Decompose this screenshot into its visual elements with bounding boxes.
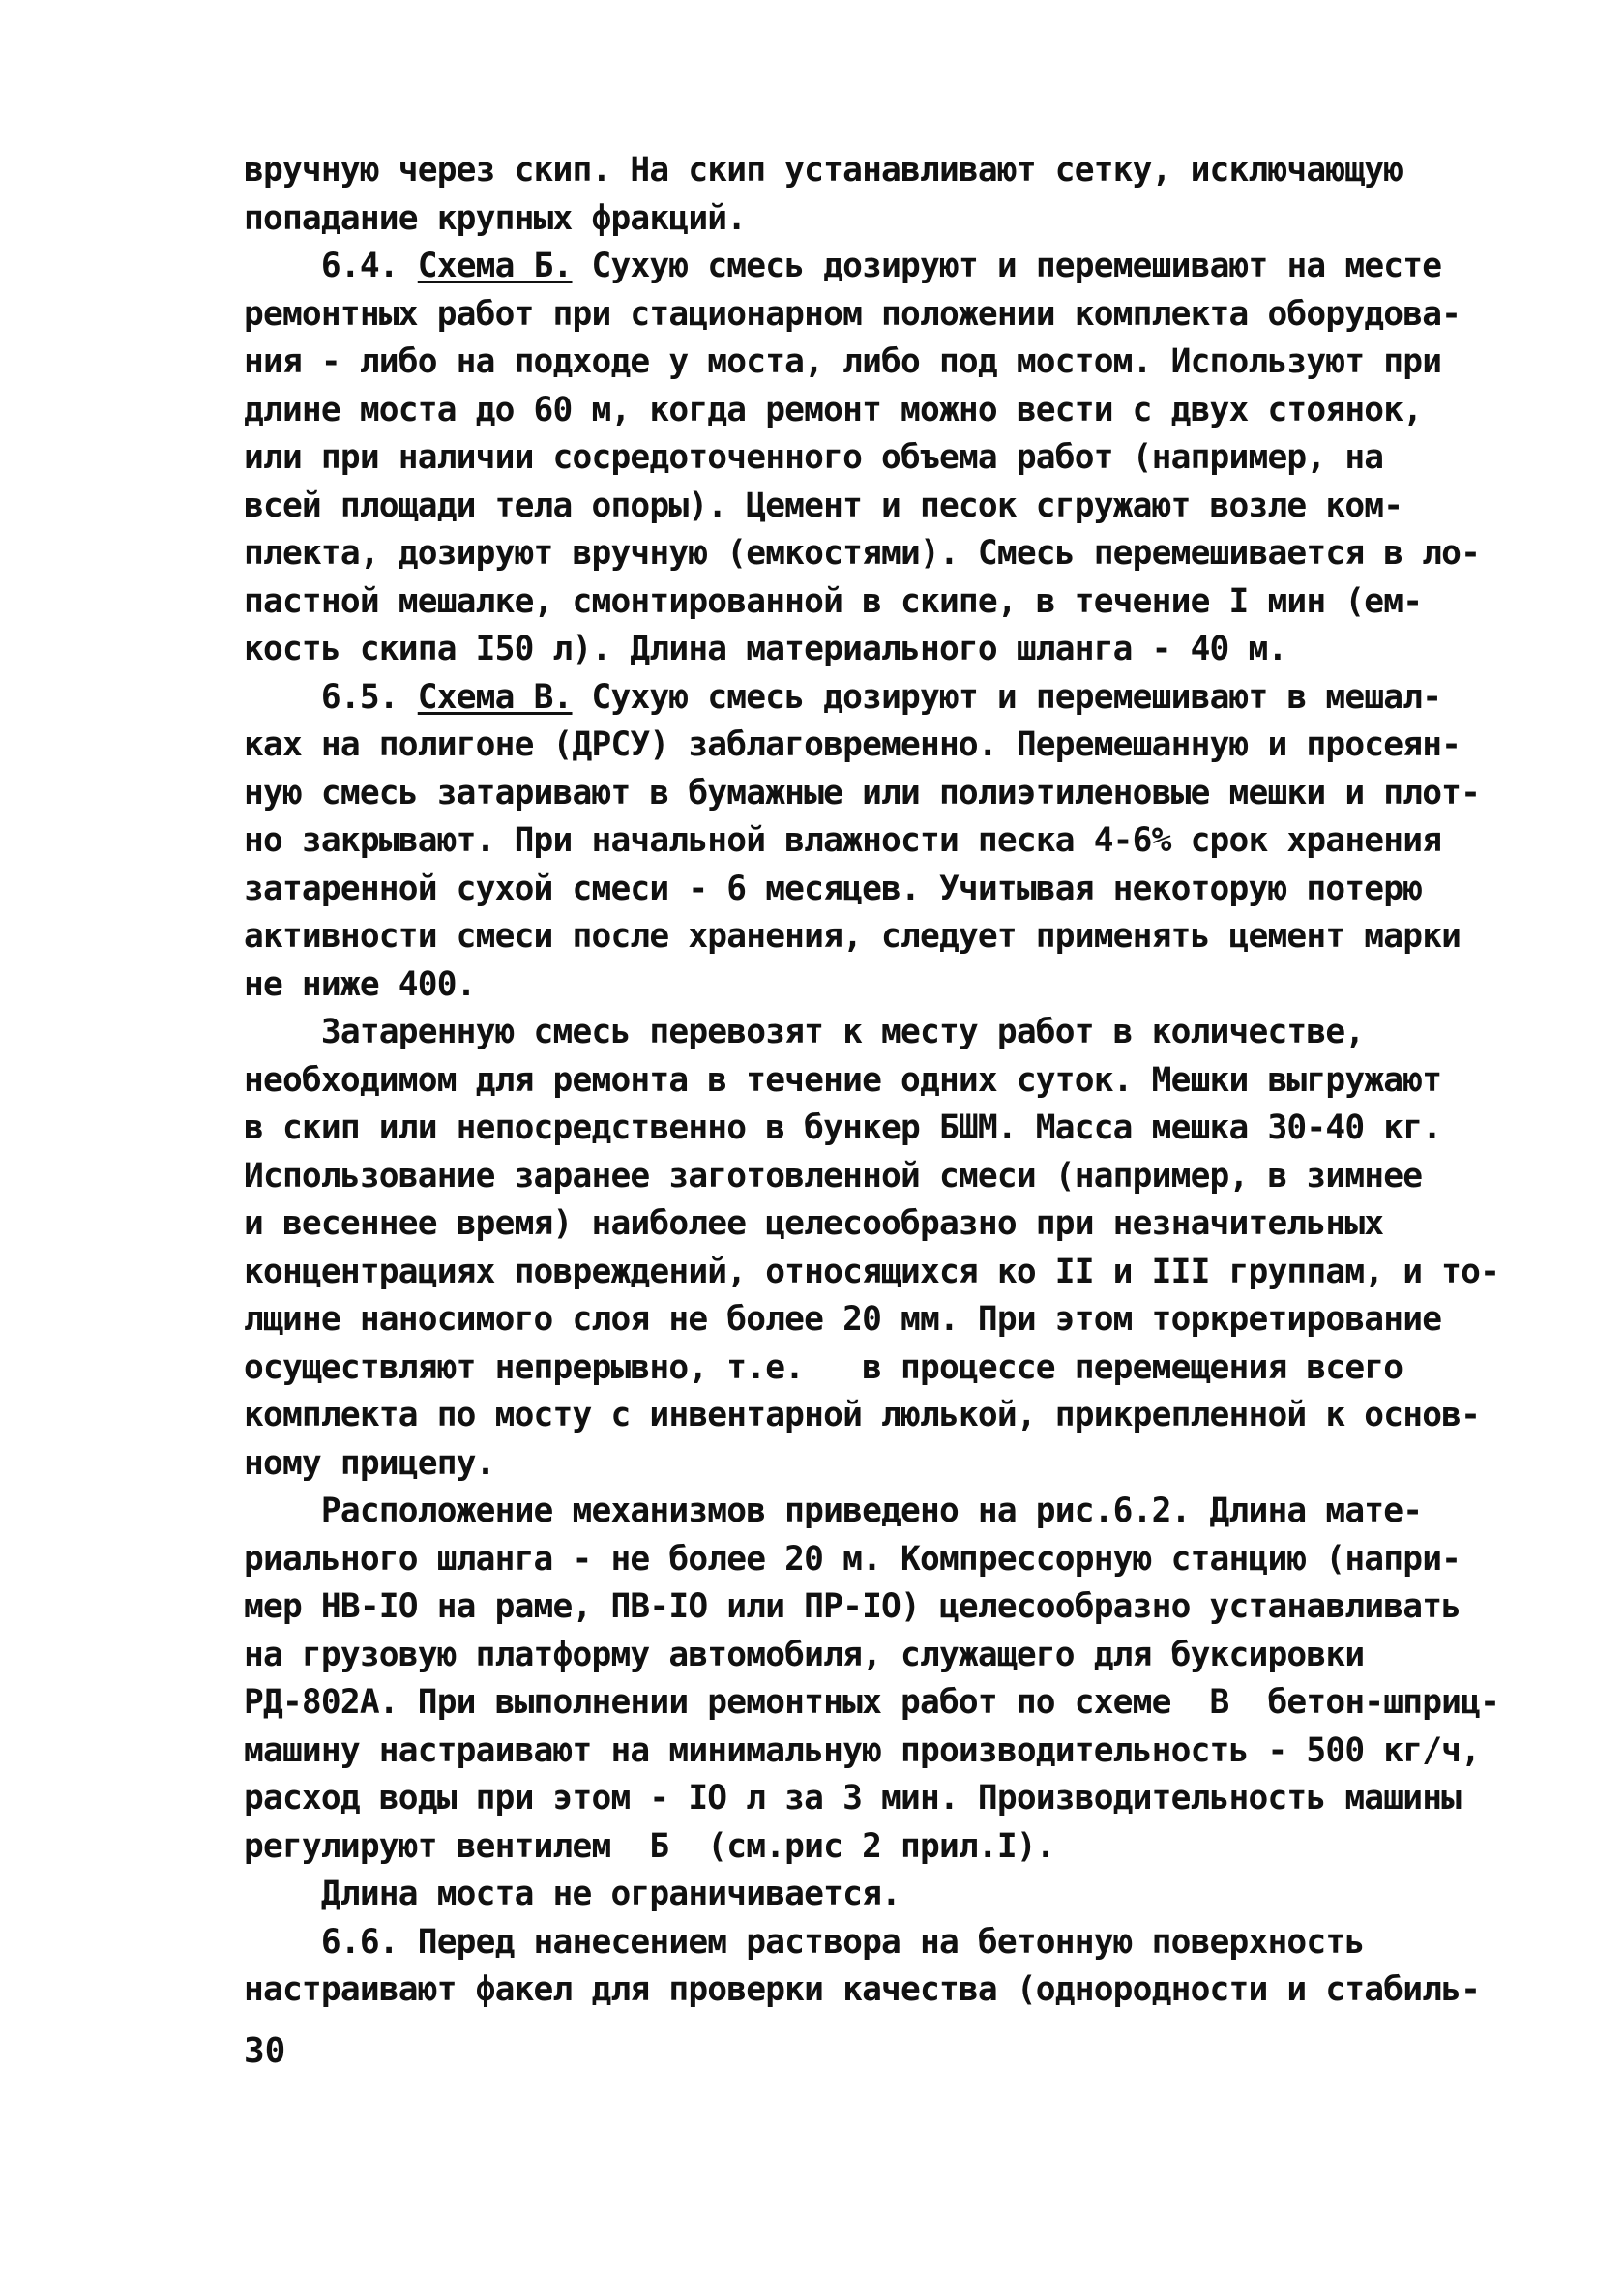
text-line: попадание крупных фракций. xyxy=(244,198,747,238)
text-line: лщине наносимого слоя не более 20 мм. При этом торкретирование xyxy=(244,1300,1442,1339)
text-line: настраивают факел для проверки качества (однородности и стабиль- xyxy=(244,1970,1481,2009)
text-line: плекта, дозируют вручную (емкостями). Смесь перемешивается в ло- xyxy=(244,534,1481,573)
text-line: необходимом для ремонта в течение одних суток. Мешки выгружают xyxy=(244,1060,1442,1100)
page-number: 30 xyxy=(244,2031,286,2071)
text-line: на грузовую платформу автомобиля, служащего для буксировки xyxy=(244,1635,1365,1674)
text-line: машину настраивают на минимальную производительность - 500 кг/ч, xyxy=(244,1730,1481,1770)
text-line: ках на полигоне (ДРСУ) заблаговременно. Перемешанную и просеян- xyxy=(244,725,1462,764)
text-line: вручную через скип. На скип устанавливают сетку, исключающую xyxy=(244,151,1403,190)
text-line: 6.5. Схема В. Сухую смесь дозируют и перемешивают в мешал- xyxy=(244,677,1442,717)
text-line: или при наличии сосредоточенного объема работ (например, на xyxy=(244,438,1384,477)
text-line: комплекта по мосту с инвентарной люлькой, прикрепленной к основ- xyxy=(244,1396,1481,1434)
text-line: ремонтных работ при стационарном положении комплекта оборудова- xyxy=(244,294,1462,334)
text-line: регулируют вентилем Б (см.рис 2 прил.I). xyxy=(244,1826,1055,1866)
text-line: 6.6. Перед нанесением раствора на бетонную поверхность xyxy=(244,1922,1365,1962)
text-line: Длина моста не ограничивается. xyxy=(244,1875,901,1913)
text-line: концентрациях повреждений, относящихся ко II и III группам, и то- xyxy=(244,1252,1500,1291)
text-line: активности смеси после хранения, следует применять цемент марки xyxy=(244,917,1462,956)
text-line: риального шланга - не более 20 м. Компрессорную станцию (напри- xyxy=(244,1539,1462,1579)
text-line: затаренной сухой смеси - 6 месяцев. Учитывая некоторую потерю xyxy=(244,869,1423,908)
text-line: 6.4. Схема Б. Сухую смесь дозируют и перемешивают на месте xyxy=(244,247,1442,285)
text-line: Затаренную смесь перевозят к месту работ в количестве, xyxy=(244,1013,1365,1051)
text-line: и весеннее время) наиболее целесообразно при незначительных xyxy=(244,1204,1384,1243)
text-line: пастной мешалке, смонтированной в скипе, в течение I мин (ем- xyxy=(244,581,1423,621)
underlined-heading: Схема В. xyxy=(417,677,573,717)
text-line: расход воды при этом - IO л за 3 мин. Производительность машины xyxy=(244,1779,1462,1817)
text-line: но закрывают. При начальной влажности песка 4-6% срок хранения xyxy=(244,821,1442,860)
text-line: РД-802А. При выполнении ремонтных работ по схеме В бетон-шприц- xyxy=(244,1683,1500,1722)
text-line: всей площади тела опоры). Цемент и песок сгружают возле ком- xyxy=(244,486,1403,525)
text-line: кость скипа I50 л). Длина материального шланга - 40 м. xyxy=(244,630,1287,668)
text-line: Расположение механизмов приведено на рис.6.2. Длина мате- xyxy=(244,1492,1423,1530)
body-text xyxy=(244,147,1521,2015)
text-line: осуществляют непрерывно, т.е. в процессе перемещения всего xyxy=(244,1347,1403,1387)
text-line: в скип или непосредственно в бункер БШМ. Масса мешка 30-40 кг. xyxy=(244,1108,1442,1147)
text-line: длине моста до 60 м, когда ремонт можно вести с двух стоянок, xyxy=(244,390,1423,429)
text-line: ную смесь затаривают в бумажные или полиэтиленовые мешки и плот- xyxy=(244,773,1481,812)
text-line: ному прицепу. xyxy=(244,1443,495,1483)
underlined-heading: Схема Б. xyxy=(417,247,573,285)
text-line: ния - либо на подходе у моста, либо под мостом. Используют при xyxy=(244,342,1442,381)
text-line: не ниже 400. xyxy=(244,964,476,1004)
text-line: Использование заранее заготовленной смеси (например, в зимнее xyxy=(244,1156,1423,1196)
text-line: мер НВ-IO на раме, ПВ-IO или ПР-IO) целесообразно устанавливать xyxy=(244,1587,1462,1626)
